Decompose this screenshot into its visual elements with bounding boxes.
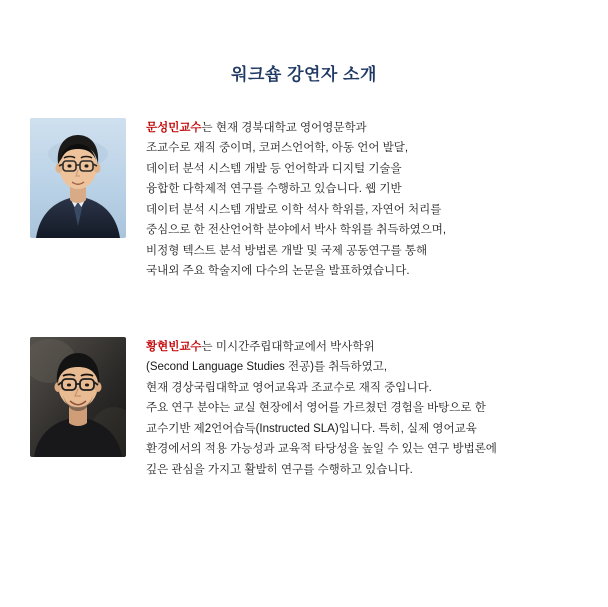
speaker-bio bbox=[146, 118, 608, 282]
speaker-role: 교수 bbox=[179, 122, 202, 134]
speaker-name: 문성민 bbox=[146, 122, 180, 134]
bio-line-text: 는 현재 경북대학교 영어영문학과 bbox=[201, 122, 367, 134]
avatar bbox=[30, 118, 126, 238]
bio-line: 조교수로 재직 중이며, 코퍼스언어학, 아동 언어 발달, bbox=[146, 142, 409, 155]
bio-line: 주요 연구 분야는 교실 현장에서 영어를 가르쳤던 경험을 바탕으로 한 bbox=[146, 402, 486, 415]
bio-line: 중심으로 한 전산언어학 분야에서 박사 학위를 취득하였으며, bbox=[146, 224, 447, 237]
avatar bbox=[30, 337, 126, 457]
page-title: 워크숍 강연자 소개 bbox=[231, 65, 377, 84]
bio-line: 데이터 분석 시스템 개발로 이학 석사 학위를, 자연어 처리를 bbox=[146, 203, 442, 216]
speaker-name: 황현빈 bbox=[146, 341, 180, 353]
speaker-photo-1 bbox=[30, 118, 126, 238]
speaker-entry bbox=[0, 118, 608, 282]
bio-line: (Second Language Studies 전공)를 취득하였고, bbox=[146, 361, 388, 374]
speaker-bio bbox=[146, 337, 608, 480]
bio-line-text: 는 미시간주립대학교에서 박사학위 bbox=[201, 341, 375, 353]
bio-line: 국내외 주요 학술지에 다수의 논문을 발표하였습니다. bbox=[146, 265, 410, 278]
bio-line bbox=[146, 118, 586, 138]
speaker-entry bbox=[0, 337, 608, 480]
bio-line: 융합한 다학제적 연구를 수행하고 있습니다. 웹 기반 bbox=[146, 183, 402, 196]
bio-line: 현재 경상국립대학교 영어교육과 조교수로 재직 중입니다. bbox=[146, 381, 432, 394]
bio-line: 비정형 텍스트 분석 방법론 개발 및 국제 공동연구를 통해 bbox=[146, 244, 428, 257]
bio-line bbox=[146, 337, 586, 357]
bio-line: 깊은 관심을 가지고 활발히 연구를 수행하고 있습니다. bbox=[146, 463, 413, 476]
bio-line: 환경에서의 적용 가능성과 교육적 타당성을 높일 수 있는 연구 방법론에 bbox=[146, 443, 497, 456]
speaker-role: 교수 bbox=[179, 341, 202, 353]
speaker-photo-2 bbox=[30, 337, 126, 457]
bio-line: 데이터 분석 시스템 개발 등 언어학과 디지털 기술을 bbox=[146, 162, 402, 175]
bio-line: 교수기반 제2언어습득(Instructed SLA)입니다. 특히, 실제 영어교육 bbox=[146, 422, 477, 435]
